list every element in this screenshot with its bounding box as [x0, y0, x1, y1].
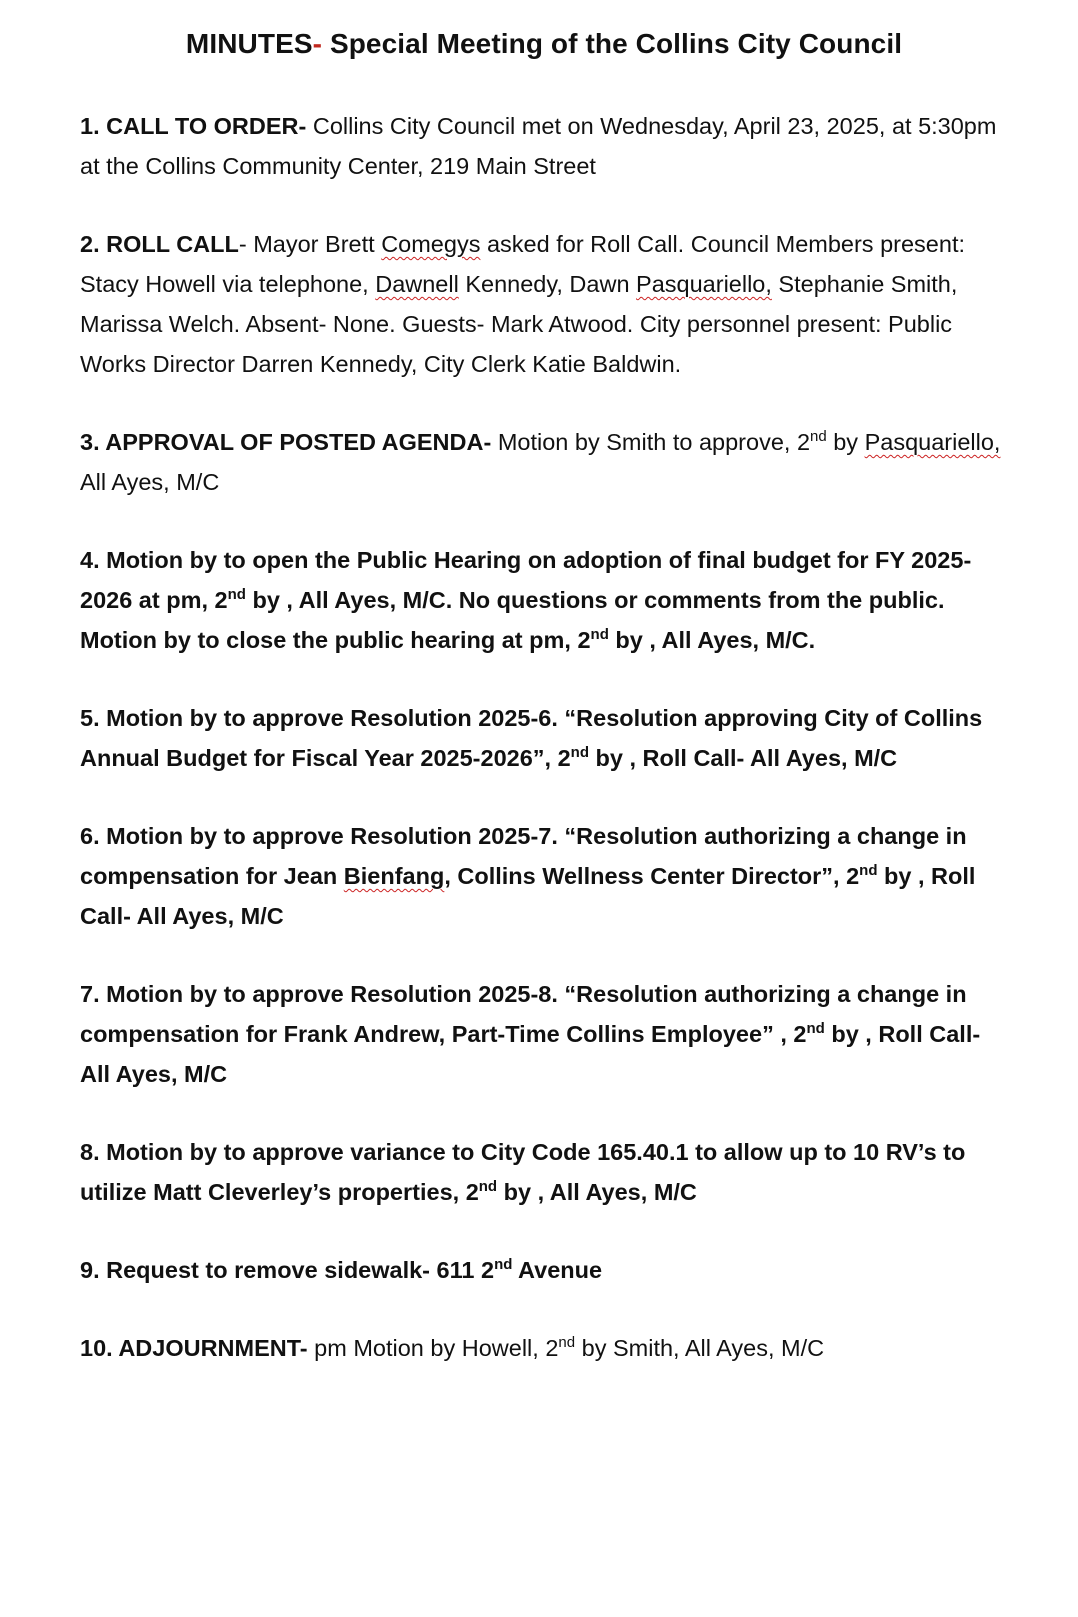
item-resolution-2025-7: [80, 816, 1008, 936]
item-text: by , Roll Call- All Ayes, M/C: [80, 863, 976, 929]
item-text: 6. Motion by to approve Resolution 2025-7. “Resolution authorizing a change in compensation for Jean: [80, 823, 967, 889]
spellcheck-word: Bienfang: [343, 863, 445, 889]
item-text: All Ayes, M/C: [80, 469, 220, 495]
item-text: Kennedy, Dawn: [458, 271, 637, 297]
item-public-hearing: [80, 540, 1008, 660]
item-text: 5. Motion by to approve Resolution 2025-6. “Resolution approving City of Collins Annual Budget for Fiscal Year 2025-2026”, 2: [80, 705, 983, 771]
title-main: MINUTES: [185, 28, 313, 59]
ordinal-suffix: nd: [570, 744, 589, 761]
item-text: by , Roll Call- All Ayes, M/C: [80, 1021, 981, 1087]
title-rest: Special Meeting of the Collins City Council: [322, 28, 903, 59]
item-text: 9. Request to remove sidewalk- 611 2: [80, 1257, 495, 1283]
item-text: 8. Motion by to approve variance to City Code 165.40.1 to allow up to 10 RV’s to utilize Matt Cleverley’s properties, 2: [80, 1139, 966, 1205]
item-text: Motion by Smith to approve, 2: [491, 429, 811, 455]
item-roll-call: [80, 224, 1008, 384]
item-text: by , All Ayes, M/C: [497, 1179, 697, 1205]
item-text: , Collins Wellness Center Director”, 2: [444, 863, 860, 889]
item-call-to-order: [80, 106, 1008, 186]
item-sidewalk-request: [80, 1250, 1008, 1290]
item-text: by: [826, 429, 865, 455]
item-resolution-2025-6: [80, 698, 1008, 778]
ordinal-suffix: nd: [558, 1334, 576, 1351]
spellcheck-word: Pasquariello,: [864, 429, 1001, 455]
item-text: pm Motion by Howell, 2: [307, 1335, 559, 1361]
spellcheck-word: Pasquariello,: [636, 271, 772, 297]
ordinal-suffix: nd: [227, 586, 246, 603]
ordinal-suffix: nd: [590, 626, 609, 643]
item-text: 7. Motion by to approve Resolution 2025-8. “Resolution authorizing a change in compensation for Frank Andrew, Part-Time Collins Employee” , 2: [80, 981, 967, 1047]
item-text: by , All Ayes, M/C.: [608, 627, 816, 653]
document-title: [80, 28, 1008, 60]
item-text: asked for Roll Call. Council Members present: Stacy Howell via telephone,: [80, 231, 966, 297]
ordinal-suffix: nd: [806, 1020, 825, 1037]
item-heading: 10. ADJOURNMENT-: [80, 1335, 308, 1361]
title-dash: -: [312, 28, 323, 59]
item-text: Stephanie Smith, Marissa Welch. Absent- None. Guests- Mark Atwood. City personnel present: Public Works Director Darren Kennedy, City Clerk Katie Baldwin.: [80, 271, 958, 377]
spellcheck-word: Comegys: [381, 231, 481, 257]
item-heading: 1. CALL TO ORDER-: [80, 113, 307, 139]
ordinal-suffix: nd: [494, 1256, 513, 1273]
item-text: 4. Motion by to open the Public Hearing on adoption of final budget for FY 2025-2026 at pm, 2: [80, 547, 972, 613]
ordinal-suffix: nd: [478, 1178, 498, 1195]
item-approval-of-agenda: [80, 422, 1008, 502]
spellcheck-word: Dawnell: [375, 271, 459, 297]
item-text: by , Roll Call- All Ayes, M/C: [588, 745, 898, 771]
item-resolution-2025-8: [80, 974, 1008, 1094]
item-variance: [80, 1132, 1008, 1212]
item-text: Collins City Council met on Wednesday, April 23, 2025, at 5:30pm at the Collins Community Center, 219 Main Street: [80, 113, 997, 179]
item-text: by Smith, All Ayes, M/C: [575, 1335, 825, 1361]
ordinal-suffix: nd: [810, 428, 827, 445]
ordinal-suffix: nd: [859, 862, 878, 879]
item-text: by , All Ayes, M/C. No questions or comments from the public. Motion by to close the public hearing at pm, 2: [80, 587, 945, 653]
item-adjournment: [80, 1328, 1008, 1368]
item-text: - Mayor Brett: [238, 231, 382, 257]
item-text: Avenue: [512, 1257, 603, 1283]
item-heading: 2. ROLL CALL: [80, 231, 239, 257]
item-heading: 3. APPROVAL OF POSTED AGENDA-: [80, 429, 492, 455]
